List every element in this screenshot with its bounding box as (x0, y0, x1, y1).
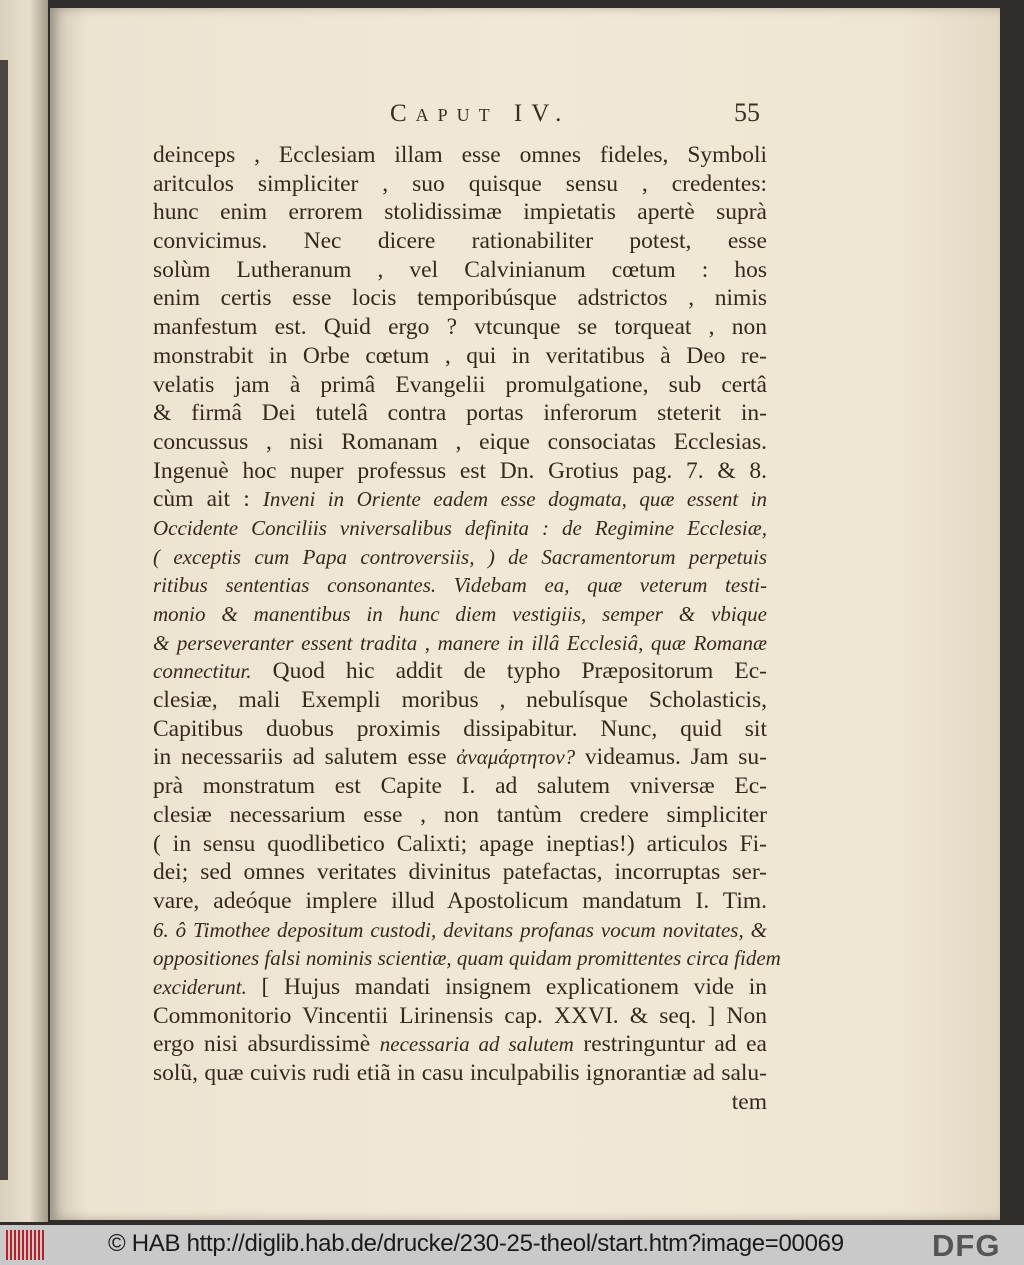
text-line (153, 715, 767, 744)
italic-quote-segment: ἀναμάρτητον? (456, 745, 576, 770)
text-segment: tem (731, 1088, 767, 1115)
text-line (153, 227, 767, 256)
italic-quote-segment: necessaria ad salutem (379, 1032, 574, 1057)
text-line (153, 629, 767, 658)
text-segment: prà monstratum est Capite I. ad salutem vniversæ Ec- (153, 773, 767, 800)
text-segment: convicimus. Nec dicere rationabiliter potest, esse (153, 228, 767, 255)
text-segment: Ingenuè hoc nuper professus est Dn. Grotius pag. 7. & 8. (153, 457, 767, 484)
text-line (153, 944, 781, 973)
book-page (50, 8, 1000, 1220)
italic-quote-segment: oppositiones falsi nominis scientiæ, quam quidam promittentes circa fidem (153, 946, 781, 971)
text-segment: [ Hujus mandati insignem explicationem vide in (246, 973, 767, 1000)
text-segment: deinceps , Ecclesiam illam esse omnes fideles, Symboli (153, 142, 767, 168)
text-segment: videamus. Jam su- (575, 744, 767, 771)
running-head: Caput IV. (390, 100, 571, 127)
text-segment: hunc enim errorem stolidissimæ impietatis apertè suprà (153, 199, 767, 226)
text-segment: monstrabit in Orbe cœtum , qui in veritatibus à Deo re- (153, 342, 767, 369)
copyright-link[interactable]: © HAB http://diglib.hab.de/drucke/230-25-theol/start.htm?image=00069 (108, 1230, 844, 1257)
hab-logo-icon (6, 1230, 46, 1260)
text-line (153, 170, 767, 199)
text-line (153, 571, 767, 600)
text-segment: Capitibus duobus proximis dissipabitur. Nunc, quid sit (153, 715, 767, 742)
text-line (153, 371, 767, 400)
text-line (153, 858, 767, 887)
text-segment: Commonitorio Vincentii Lirinensis cap. XXVI. & seq. ] Non (153, 1002, 767, 1029)
italic-quote-segment: Inveni in Oriente eadem esse dogmata, quæ essent in (262, 487, 767, 512)
text-line (153, 657, 767, 686)
italic-quote-segment: Occidente Conciliis vniversalibus definita : de Regimine Ecclesiæ, (153, 515, 767, 540)
text-segment: velatis jam à primâ Evangelii promulgatione, sub certâ (153, 371, 767, 398)
text-line (153, 1030, 767, 1059)
italic-quote-segment: monio & manentibus in hunc diem vestigiis, semper & vbique (153, 602, 767, 626)
text-line (153, 284, 767, 313)
text-line (153, 973, 767, 1002)
text-line (153, 457, 767, 486)
text-segment: solùm Lutheranum , vel Calvinianum cœtum : hos (153, 256, 767, 283)
footer-bar (0, 1225, 1024, 1265)
body-text (153, 141, 781, 1116)
text-segment: restringuntur ad ea (573, 1031, 767, 1058)
text-line (153, 428, 767, 457)
text-line (153, 543, 767, 572)
text-segment: cùm ait : (153, 486, 263, 513)
page-number: 55 (734, 98, 760, 127)
text-segment: clesiæ, mali Exempli moribus , nebulísque Scholasticis, (153, 687, 767, 714)
text-line (153, 141, 767, 170)
text-line (153, 830, 767, 859)
text-line (153, 342, 767, 371)
text-line (153, 485, 767, 514)
text-line (153, 686, 767, 715)
text-line (153, 1002, 767, 1031)
text-line (153, 1059, 767, 1088)
text-line (153, 399, 767, 428)
text-segment: dei; sed omnes veritates divinitus patefactas, incorruptas ser- (153, 859, 767, 886)
text-segment: clesiæ necessarium esse , non tantùm credere simpliciter (153, 801, 767, 828)
text-segment: vare, adeóque implere illud Apostolicum mandatum I. Tim. (153, 887, 767, 914)
text-segment: Quod hic addit de typho Præpositorum Ec- (251, 658, 767, 685)
text-line (153, 256, 767, 285)
text-line (153, 198, 767, 227)
book-gutter (0, 60, 8, 1180)
italic-quote-segment: 6. ô Timothee depositum custodi, devitans profanas vocum novitates, & (153, 917, 767, 942)
text-segment: enim certis esse locis temporibúsque adstrictos , nimis (153, 285, 767, 312)
text-line (153, 772, 767, 801)
text-segment: in necessariis ad salutem esse (153, 744, 457, 771)
text-segment: concussus , nisi Romanam , eique consociatas Ecclesias. (153, 428, 767, 455)
text-segment: ( in sensu quodlibetico Calixti; apage ineptias!) articulos Fi- (153, 830, 767, 857)
italic-quote-segment: connectitur. (153, 659, 252, 684)
text-line (153, 1088, 767, 1117)
text-line (153, 313, 767, 342)
text-line (153, 743, 767, 772)
text-segment: solũ, quæ cuivis rudi etiã in casu inculpabilis ignorantiæ ad salu- (153, 1060, 767, 1086)
text-line (153, 514, 767, 543)
facing-page-edge (0, 0, 48, 1222)
text-segment: & firmâ Dei tutelâ contra portas inferorum steterit in- (153, 400, 767, 427)
italic-quote-segment: ( exceptis cum Papa controversiis, ) de Sacramentorum perpetuis (153, 544, 767, 569)
italic-quote-segment: & perseveranter essent tradita , manere in illâ Ecclesiâ, quæ Romanæ (153, 630, 767, 655)
text-segment: aritculos simpliciter , suo quisque sensu , credentes: (153, 170, 767, 197)
text-line (153, 916, 767, 945)
italic-quote-segment: ritibus sententias consonantes. Videbam ea, quæ veterum testi- (153, 573, 767, 598)
text-line (153, 887, 767, 916)
text-segment: ergo nisi absurdissimè (153, 1031, 380, 1058)
text-segment: manfestum est. Quid ergo ? vtcunque se torqueat , non (153, 314, 767, 341)
italic-quote-segment: exciderunt. (153, 974, 247, 999)
dfg-logo: DFG (932, 1228, 1001, 1263)
text-line (153, 801, 767, 830)
text-line (153, 600, 767, 629)
